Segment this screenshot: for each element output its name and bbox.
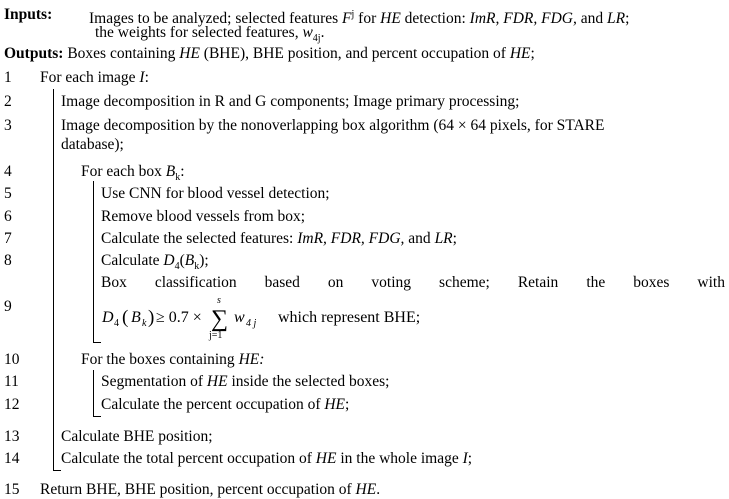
step-10 xyxy=(81,351,264,369)
inputs-text: . xyxy=(320,24,325,41)
formula-paren-open: ( xyxy=(122,307,129,328)
box-subscript: k xyxy=(194,261,200,273)
formula-sum: ∑ xyxy=(211,306,229,332)
step-text: ); xyxy=(199,252,209,269)
he-term: HE: xyxy=(238,351,265,368)
line-number: 8 xyxy=(4,252,12,269)
line-number: 5 xyxy=(4,185,12,202)
formula-sum-upper: s xyxy=(217,295,221,306)
weight-subscript: 4j xyxy=(312,33,321,45)
feature-lr: LR xyxy=(607,10,626,28)
d-subscript: 4 xyxy=(174,261,180,273)
step-6: Remove blood vessels from box; xyxy=(101,208,306,225)
inputs-text: and xyxy=(576,10,607,28)
line-number: 9 xyxy=(4,298,12,315)
step-text: Segmentation of xyxy=(101,373,207,390)
step-9-formula xyxy=(100,293,460,341)
step-14 xyxy=(61,450,472,468)
line-number: 15 xyxy=(4,481,20,498)
he-term: HE xyxy=(355,481,377,498)
box-subscript: k xyxy=(175,172,181,184)
he-term: HE xyxy=(509,45,531,62)
step-word: boxes xyxy=(633,274,670,291)
step-text: ; xyxy=(452,230,457,247)
step-8 xyxy=(101,252,209,276)
step-word: on xyxy=(327,274,344,291)
he-term: HE xyxy=(380,10,401,28)
step-text: For each image xyxy=(40,69,140,86)
line-number: 3 xyxy=(4,117,12,134)
step-word: the xyxy=(586,274,606,291)
formula-d-subscript: 4 xyxy=(114,318,119,329)
step-13: Calculate BHE position; xyxy=(61,428,213,445)
outputs-text: ; xyxy=(530,45,535,62)
inputs-label: Inputs: xyxy=(4,6,53,23)
step-word: based xyxy=(264,274,300,291)
line-number: 4 xyxy=(4,163,12,180)
step-word: classification xyxy=(154,274,237,291)
step-2: Image decomposition in R and G components; Image primary processing; xyxy=(61,93,520,110)
inputs-text: for xyxy=(354,10,381,28)
formula-b: B xyxy=(131,309,141,326)
he-term: HE xyxy=(206,373,228,390)
step-word: voting xyxy=(371,274,412,291)
box-symbol: B xyxy=(184,252,195,269)
formula-relation: ≥ 0.7 × xyxy=(156,309,202,326)
inputs-text: detection: xyxy=(400,10,470,28)
line-number: 14 xyxy=(4,450,20,467)
step-12 xyxy=(101,396,349,414)
step-text: : xyxy=(144,69,149,86)
outputs-line xyxy=(4,45,535,63)
formula-w-subscript: 4 j xyxy=(246,318,257,329)
inputs-text: Images to be analyzed; selected features xyxy=(89,10,343,28)
outputs-text: (BHE), BHE position, and percent occupation of xyxy=(199,45,510,62)
step-1 xyxy=(40,69,149,87)
step-7 xyxy=(101,230,457,248)
feature-list: ImR, FDR, FDG, xyxy=(469,10,577,28)
step-text: . xyxy=(376,481,381,498)
image-symbol: I xyxy=(139,69,145,86)
step-text: Calculate the selected features: xyxy=(101,230,298,247)
loop-bar-he xyxy=(93,370,94,416)
step-word: with xyxy=(697,274,725,291)
inputs-text: ; xyxy=(625,10,630,28)
step-text: For the boxes containing xyxy=(81,351,239,368)
formula-sum-lower: j=1 xyxy=(209,330,223,341)
d-symbol: D xyxy=(163,252,175,269)
step-11 xyxy=(101,373,389,391)
loop-bar-outer-end xyxy=(53,470,61,471)
step-9-line-1 xyxy=(101,274,725,292)
formula-b-subscript: k xyxy=(142,318,147,329)
step-word: Box xyxy=(101,274,127,291)
line-number: 7 xyxy=(4,230,12,247)
formula-tail: which represent BHE; xyxy=(278,309,421,326)
formula-d: D xyxy=(102,309,114,326)
image-symbol: I xyxy=(462,450,468,467)
he-term: HE xyxy=(324,396,346,413)
step-3-continued: database); xyxy=(61,136,124,153)
outputs-label: Outputs: xyxy=(4,45,64,62)
step-word: scheme; xyxy=(439,274,490,291)
step-3: Image decomposition by the nonoverlapping box algorithm (64 × 64 pixels, for STARE xyxy=(61,117,605,134)
line-number: 11 xyxy=(4,373,19,390)
step-text: Return BHE, BHE position, percent occupation of xyxy=(40,481,356,498)
line-number: 6 xyxy=(4,208,12,225)
line-number: 10 xyxy=(4,351,20,368)
step-word: Retain xyxy=(517,274,559,291)
step-text: For each box xyxy=(81,163,166,180)
loop-bar-box xyxy=(93,181,94,342)
step-5: Use CNN for blood vessel detection; xyxy=(101,185,330,202)
step-text: ( xyxy=(179,252,185,269)
step-text: Calculate the total percent occupation of xyxy=(61,450,316,467)
inputs-text: the weights for selected features, xyxy=(95,24,303,41)
step-text: ; xyxy=(345,396,350,413)
step-4 xyxy=(81,163,185,187)
step-text: and xyxy=(404,230,435,247)
formula-w: w xyxy=(234,309,245,326)
feature-lr: LR xyxy=(434,230,453,247)
outputs-text: Boxes containing xyxy=(63,45,180,62)
step-text: : xyxy=(180,163,185,180)
inputs-line-1 xyxy=(4,6,52,24)
formula-paren-close: ) xyxy=(148,307,155,328)
step-text: Calculate the percent occupation of xyxy=(101,396,325,413)
line-number: 2 xyxy=(4,93,12,110)
step-text: in the whole image xyxy=(336,450,463,467)
step-15 xyxy=(40,481,380,499)
feature-superscript: j xyxy=(351,9,355,20)
box-symbol: B xyxy=(165,163,176,180)
step-text: Calculate xyxy=(101,252,164,269)
line-number: 13 xyxy=(4,428,20,445)
loop-bar-outer xyxy=(53,89,54,470)
he-term: HE xyxy=(315,450,337,467)
feature-symbol: F xyxy=(342,10,352,28)
loop-bar-box-end xyxy=(93,342,101,343)
step-text: ; xyxy=(467,450,473,467)
step-text: inside the selected boxes; xyxy=(227,373,390,390)
weight-symbol: w xyxy=(302,24,313,41)
line-number: 12 xyxy=(4,396,20,413)
line-number: 1 xyxy=(4,69,12,86)
feature-list: ImR, FDR, FDG, xyxy=(297,230,405,247)
he-term: HE xyxy=(179,45,200,62)
loop-bar-he-end xyxy=(93,416,101,417)
